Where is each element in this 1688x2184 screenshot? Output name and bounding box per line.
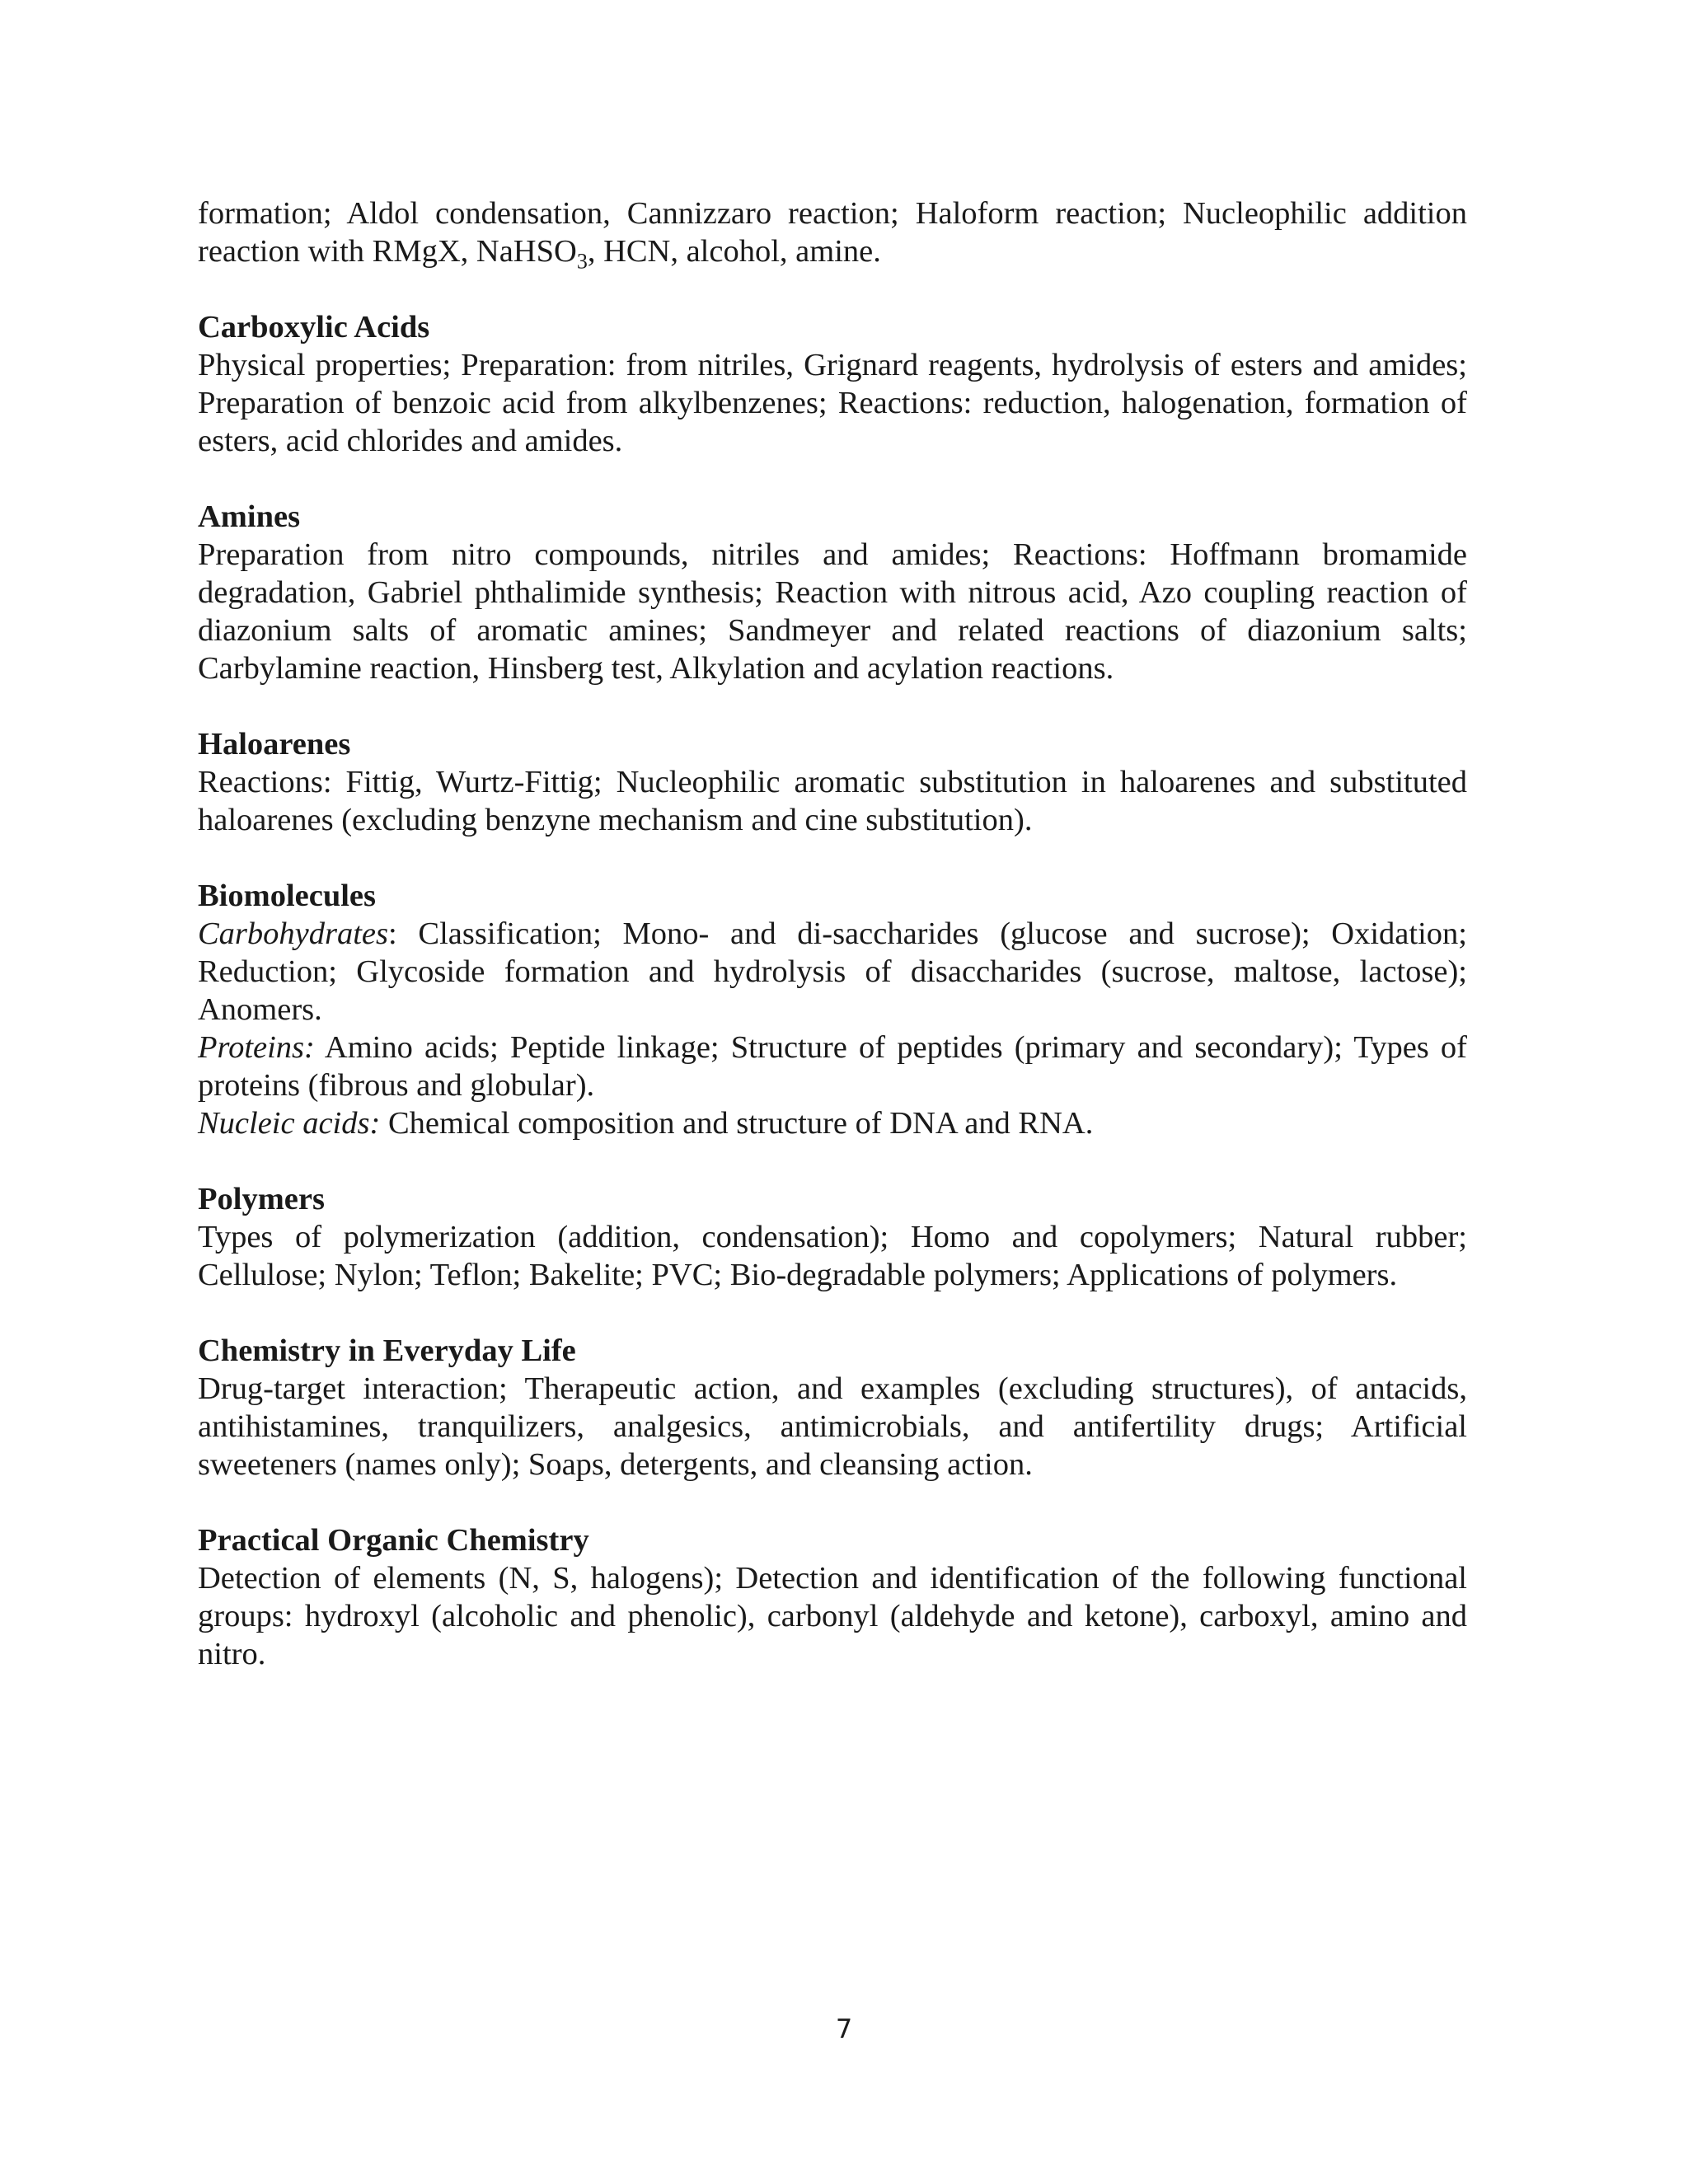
section-carboxylic-acids	[198, 308, 1467, 460]
section-body: Detection of elements (N, S, halogens); Detection and identification of the following functional groups: hydroxyl (alcoholic and phenolic), carbonyl (aldehyde and ketone), carboxyl, amino and nitro.	[198, 1561, 1467, 1671]
intro-text-a: formation; Aldol condensation, Cannizzaro reaction; Haloform reaction; Nucleophilic addition reaction with RMgX, NaHSO	[198, 196, 1467, 269]
proteins-text: Amino acids; Peptide linkage; Structure of peptides (primary and secondary); Types of proteins (fibrous and globular).	[198, 1030, 1467, 1103]
nucleic-acids-label: Nucleic acids:	[198, 1106, 381, 1141]
section-heading: Biomolecules	[198, 879, 376, 913]
section-amines	[198, 498, 1467, 687]
proteins-paragraph	[198, 1029, 1467, 1104]
carbohydrates-label: Carbohydrates	[198, 916, 388, 951]
page-number: 7	[835, 2013, 853, 2045]
nucleic-acids-paragraph	[198, 1104, 1467, 1142]
carbohydrates-paragraph	[198, 915, 1467, 1029]
section-chemistry-everyday-life	[198, 1332, 1467, 1483]
section-heading: Amines	[198, 499, 301, 534]
intro-text-b: , HCN, alcohol, amine.	[587, 234, 881, 269]
section-practical-organic-chemistry	[198, 1521, 1467, 1673]
section-heading: Chemistry in Everyday Life	[198, 1333, 576, 1368]
section-body: Physical properties; Preparation: from nitriles, Grignard reagents, hydrolysis of esters and amides; Preparation of benzoic acid from alkylbenzenes; Reactions: reduction, halogenation, formation of esters, acid chlorides and amides.	[198, 348, 1467, 458]
nucleic-acids-text: Chemical composition and structure of DNA and RNA.	[380, 1106, 1094, 1141]
section-body: Types of polymerization (addition, condensation); Homo and copolymers; Natural rubber; Cellulose; Nylon; Teflon; Bakelite; PVC; Bio-degradable polymers; Applications of polymers.	[198, 1220, 1467, 1292]
section-haloarenes	[198, 725, 1467, 839]
section-body: Drug-target interaction; Therapeutic action, and examples (excluding structures), of antacids, antihistamines, tranquilizers, analgesics, antimicrobials, and antifertility drugs; Artificial sweeteners (names only); Soaps, detergents, and cleansing action.	[198, 1371, 1467, 1482]
carbohydrates-text: : Classification; Mono- and di-saccharides (glucose and sucrose); Oxidation; Reduction; Glycoside formation and hydrolysis of disaccharides (sucrose, maltose, lactose); Anomers.	[198, 916, 1467, 1027]
section-body: Reactions: Fittig, Wurtz-Fittig; Nucleophilic aromatic substitution in haloarenes and substituted haloarenes (excluding benzyne mechanism and cine substitution).	[198, 765, 1467, 837]
section-biomolecules	[198, 877, 1467, 1142]
intro-subscript: 3	[576, 249, 588, 274]
section-heading: Haloarenes	[198, 727, 351, 762]
intro-paragraph	[198, 194, 1467, 274]
section-heading: Polymers	[198, 1182, 325, 1216]
section-heading: Carboxylic Acids	[198, 310, 430, 344]
section-polymers	[198, 1180, 1467, 1294]
proteins-label: Proteins:	[198, 1030, 315, 1065]
section-body: Preparation from nitro compounds, nitriles and amides; Reactions: Hoffmann bromamide degradation, Gabriel phthalimide synthesis; Reaction with nitrous acid, Azo coupling reaction of diazonium salts of aromatic amines; Sandmeyer and related reactions of diazonium salts; Carbylamine reaction, Hinsberg test, Alkylation and acylation reactions.	[198, 537, 1467, 686]
page-content	[198, 194, 1467, 1673]
section-heading: Practical Organic Chemistry	[198, 1523, 589, 1558]
